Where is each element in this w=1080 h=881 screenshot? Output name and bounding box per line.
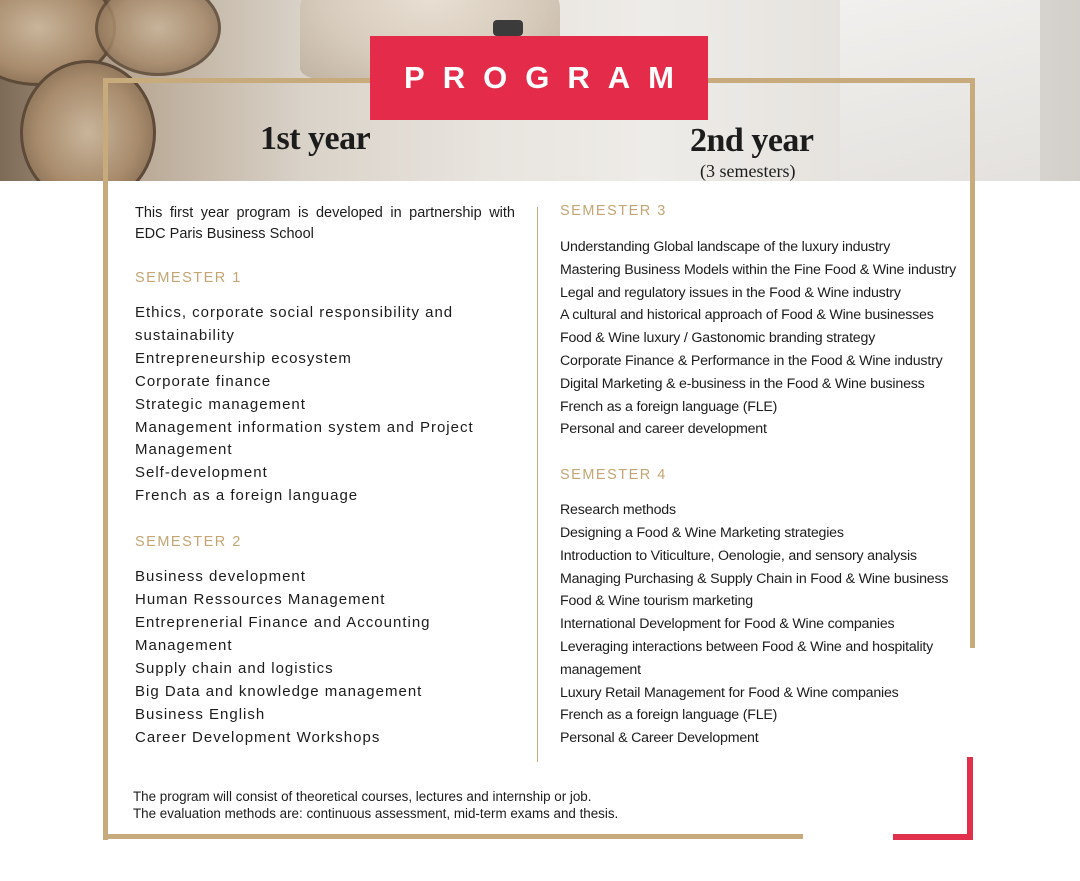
- list-item: Corporate Finance & Performance in the Food & Wine industry: [560, 352, 943, 369]
- year2-heading: 2nd year: [690, 122, 814, 159]
- list-item: Food & Wine luxury / Gastonomic branding strategy: [560, 330, 876, 347]
- list-item: Self-development: [135, 464, 268, 482]
- footer-line: The evaluation methods are: continuous assessment, mid-term exams and thesis.: [133, 805, 619, 821]
- list-item: Introduction to Viticulture, Oenologie, and sensory analysis: [560, 547, 917, 564]
- semester4-list: [560, 499, 965, 750]
- list-item: Career Development Workshops: [135, 728, 381, 746]
- list-item: Ethics, corporate social responsibility and sustainability: [135, 304, 454, 344]
- year2-column: [560, 203, 965, 750]
- semester3-list: [560, 236, 965, 441]
- list-item: Strategic management: [135, 395, 306, 413]
- program-footer: [133, 789, 833, 822]
- year1-heading: 1st year: [260, 120, 371, 157]
- list-item: Human Ressources Management: [135, 591, 386, 609]
- list-item: Supply chain and logistics: [135, 659, 334, 677]
- semester3-label: SEMESTER 3: [560, 203, 667, 219]
- semester2-list: [135, 566, 515, 749]
- list-item: Research methods: [560, 502, 676, 519]
- list-item: Understanding Global landscape of the luxury industry: [560, 239, 891, 255]
- list-item: Legal and regulatory issues in the Food & Wine industry: [560, 284, 901, 301]
- list-item: French as a foreign language (FLE): [560, 707, 778, 724]
- list-item: French as a foreign language (FLE): [560, 398, 778, 415]
- gold-frame-right: [970, 78, 975, 648]
- year1-column: [135, 203, 515, 749]
- list-item: Management information system and Project Management: [135, 418, 474, 459]
- red-corner-accent: [967, 757, 973, 840]
- list-item: French as a foreign language: [135, 487, 359, 505]
- list-item: Entrepreneurship ecosystem: [135, 349, 352, 367]
- column-divider: [537, 207, 538, 762]
- list-item: Mastering Business Models within the Fine Food & Wine industry: [560, 261, 957, 278]
- list-item: International Development for Food & Wine companies: [560, 616, 895, 633]
- list-item: Leveraging interactions between Food & Wine and hospitality management: [560, 638, 934, 678]
- list-item: Personal and career development: [560, 421, 767, 438]
- gold-frame-bottom: [103, 834, 803, 839]
- semester1-label: SEMESTER 1: [135, 270, 242, 286]
- list-item: Luxury Retail Management for Food & Wine companies: [560, 684, 899, 701]
- list-item: Personal & Career Development: [560, 730, 759, 747]
- gold-frame-left: [103, 78, 108, 840]
- list-item: Corporate finance: [135, 372, 272, 390]
- watch-image: [493, 20, 523, 36]
- list-item: Business English: [135, 705, 266, 723]
- semester4-label: SEMESTER 4: [560, 467, 667, 484]
- list-item: Designing a Food & Wine Marketing strategies: [560, 524, 844, 541]
- program-banner: PROGRAM: [370, 36, 708, 120]
- list-item: Big Data and knowledge management: [135, 682, 423, 700]
- year2-subheading: (3 semesters): [700, 161, 796, 181]
- list-item: Managing Purchasing & Supply Chain in Food & Wine business: [560, 570, 949, 587]
- list-item: Entreprenerial Finance and Accounting Management: [135, 613, 431, 654]
- list-item: Food & Wine tourism marketing: [560, 593, 753, 610]
- window-image: [840, 0, 1040, 181]
- semester2-label: SEMESTER 2: [135, 534, 242, 551]
- red-corner-accent: [893, 834, 973, 840]
- list-item: Business development: [135, 568, 306, 586]
- list-item: A cultural and historical approach of Food & Wine businesses: [560, 307, 934, 324]
- semester1-list: [135, 302, 515, 508]
- footer-line: The program will consist of theoretical courses, lectures and internship or job.: [133, 789, 592, 804]
- list-item: Digital Marketing & e-business in the Food & Wine business: [560, 375, 925, 392]
- year1-intro: This first year program is developed in partnership with EDC Paris Business School: [135, 205, 515, 242]
